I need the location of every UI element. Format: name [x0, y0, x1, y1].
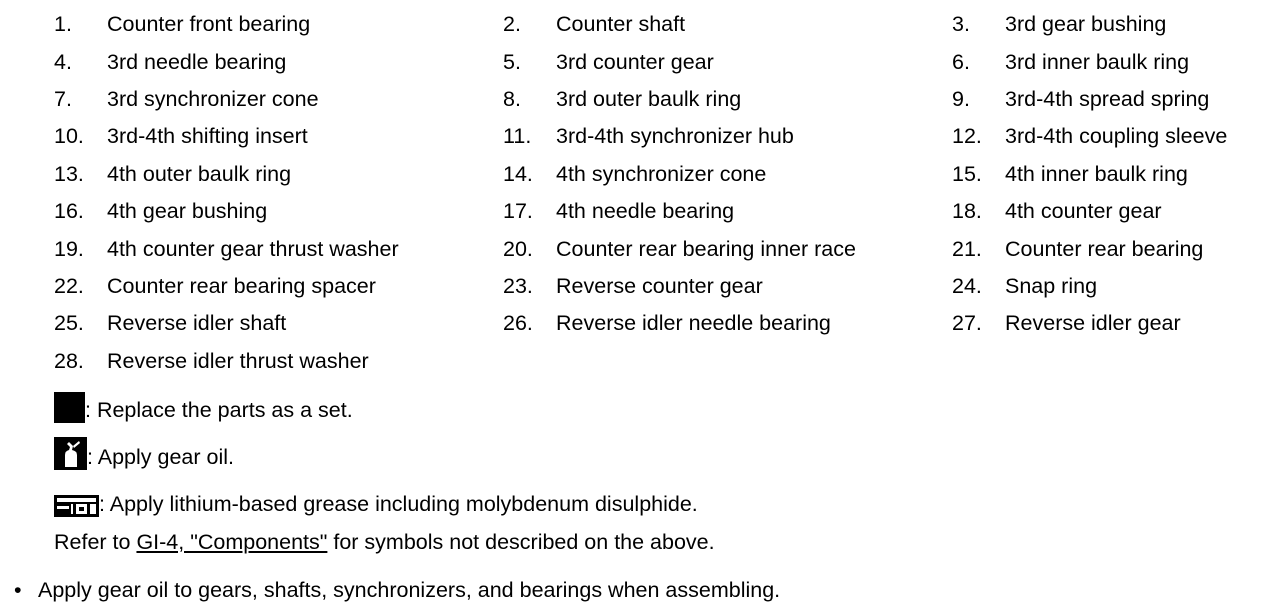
- part-name: 3rd counter gear: [556, 49, 714, 74]
- part-name: Reverse counter gear: [556, 273, 763, 298]
- part-name: 4th counter gear thrust washer: [107, 236, 399, 261]
- part-number: 23.: [503, 273, 533, 298]
- part-name: Reverse idler needle bearing: [556, 311, 831, 336]
- part-item: [54, 193, 503, 230]
- part-number: 25.: [54, 311, 84, 336]
- part-item: [54, 81, 503, 118]
- part-number: 9.: [952, 86, 970, 111]
- part-name: Reverse idler gear: [1005, 311, 1181, 336]
- part-name: Counter rear bearing spacer: [107, 273, 376, 298]
- part-item: [952, 118, 1274, 155]
- part-number: 17.: [503, 199, 533, 224]
- part-number: 3.: [952, 12, 970, 37]
- refer-prefix: Refer to: [54, 530, 137, 554]
- part-name: 4th synchronizer cone: [556, 161, 767, 186]
- part-item: [503, 43, 952, 80]
- part-item: [952, 305, 1274, 342]
- part-number: 18.: [952, 199, 982, 224]
- part-item: [54, 305, 503, 342]
- parts-list: [54, 6, 1274, 380]
- black-square-icon: [54, 392, 85, 423]
- part-item: [952, 230, 1274, 267]
- part-number: 27.: [952, 311, 982, 336]
- part-number: 26.: [503, 311, 533, 336]
- part-number: 12.: [952, 124, 982, 149]
- part-item: [54, 118, 503, 155]
- part-item: [952, 81, 1274, 118]
- part-number: 2.: [503, 12, 521, 37]
- part-number: 21.: [952, 236, 982, 261]
- part-name: Counter front bearing: [107, 12, 311, 37]
- part-item: [54, 268, 503, 305]
- part-number: 11.: [503, 124, 532, 149]
- part-item: [54, 230, 503, 267]
- oil-can-icon: [54, 437, 87, 470]
- part-item: [54, 156, 503, 193]
- part-number: 24.: [952, 273, 982, 298]
- part-item: [952, 43, 1274, 80]
- part-number: 5.: [503, 49, 521, 74]
- part-name: 4th outer baulk ring: [107, 161, 292, 186]
- part-name: 4th gear bushing: [107, 199, 268, 224]
- part-name: Reverse idler thrust washer: [107, 348, 369, 373]
- part-name: 3rd-4th synchronizer hub: [556, 124, 794, 149]
- part-item: [503, 268, 952, 305]
- part-item: [503, 305, 952, 342]
- legend-gear-oil: [54, 437, 234, 470]
- part-item: [54, 343, 503, 380]
- part-item: [54, 43, 503, 80]
- legend-replace-set-text: : Replace the parts as a set.: [85, 398, 353, 422]
- part-item: [503, 193, 952, 230]
- part-name: 3rd outer baulk ring: [556, 86, 742, 111]
- part-name: 4th needle bearing: [556, 199, 735, 224]
- part-name: 4th inner baulk ring: [1005, 161, 1188, 186]
- part-name: Counter rear bearing inner race: [556, 236, 856, 261]
- part-number: 22.: [54, 273, 84, 298]
- part-item: [503, 118, 952, 155]
- part-name: Counter rear bearing: [1005, 236, 1204, 261]
- part-name: 3rd-4th coupling sleeve: [1005, 124, 1228, 149]
- part-number: 19.: [54, 236, 84, 261]
- part-item: [503, 156, 952, 193]
- part-name: 3rd needle bearing: [107, 49, 287, 74]
- part-name: Snap ring: [1005, 273, 1098, 298]
- part-number: 16.: [54, 199, 84, 224]
- part-item: [952, 268, 1274, 305]
- part-name: 3rd gear bushing: [1005, 12, 1167, 37]
- part-number: 1.: [54, 12, 72, 37]
- part-item: [952, 193, 1274, 230]
- legend-grease: [54, 492, 698, 517]
- part-number: 13.: [54, 161, 84, 186]
- part-item: [503, 81, 952, 118]
- assembly-note: [14, 578, 780, 603]
- part-number: 6.: [952, 49, 970, 74]
- legend-grease-text: : Apply lithium-based grease including molybdenum disulphide.: [99, 492, 698, 516]
- part-item: [952, 6, 1274, 43]
- grease-gun-icon: [54, 495, 99, 517]
- part-name: 3rd-4th shifting insert: [107, 124, 308, 149]
- refer-suffix: for symbols not described on the above.: [327, 530, 715, 554]
- legend-replace-set: [54, 392, 353, 423]
- part-number: 10.: [54, 124, 84, 149]
- part-number: 7.: [54, 86, 72, 111]
- part-number: 14.: [503, 161, 533, 186]
- part-item: [54, 6, 503, 43]
- part-number: 15.: [952, 161, 982, 186]
- part-number: 4.: [54, 49, 72, 74]
- part-number: 28.: [54, 348, 84, 373]
- part-name: Reverse idler shaft: [107, 311, 287, 336]
- part-name: Counter shaft: [556, 12, 686, 37]
- part-number: 20.: [503, 236, 533, 261]
- part-name: 3rd inner baulk ring: [1005, 49, 1190, 74]
- part-item: [503, 6, 952, 43]
- bullet: •: [14, 578, 22, 602]
- part-number: 8.: [503, 86, 521, 111]
- assembly-note-text: Apply gear oil to gears, shafts, synchronizers, and bearings when assembling.: [38, 578, 781, 602]
- components-link[interactable]: GI-4, "Components": [136, 530, 328, 554]
- part-name: 3rd-4th spread spring: [1005, 86, 1210, 111]
- legend-gear-oil-text: : Apply gear oil.: [87, 445, 235, 469]
- part-name: 4th counter gear: [1005, 199, 1162, 224]
- part-item: [952, 156, 1274, 193]
- refer-line: [54, 530, 715, 555]
- part-name: 3rd synchronizer cone: [107, 86, 319, 111]
- part-item: [503, 230, 952, 267]
